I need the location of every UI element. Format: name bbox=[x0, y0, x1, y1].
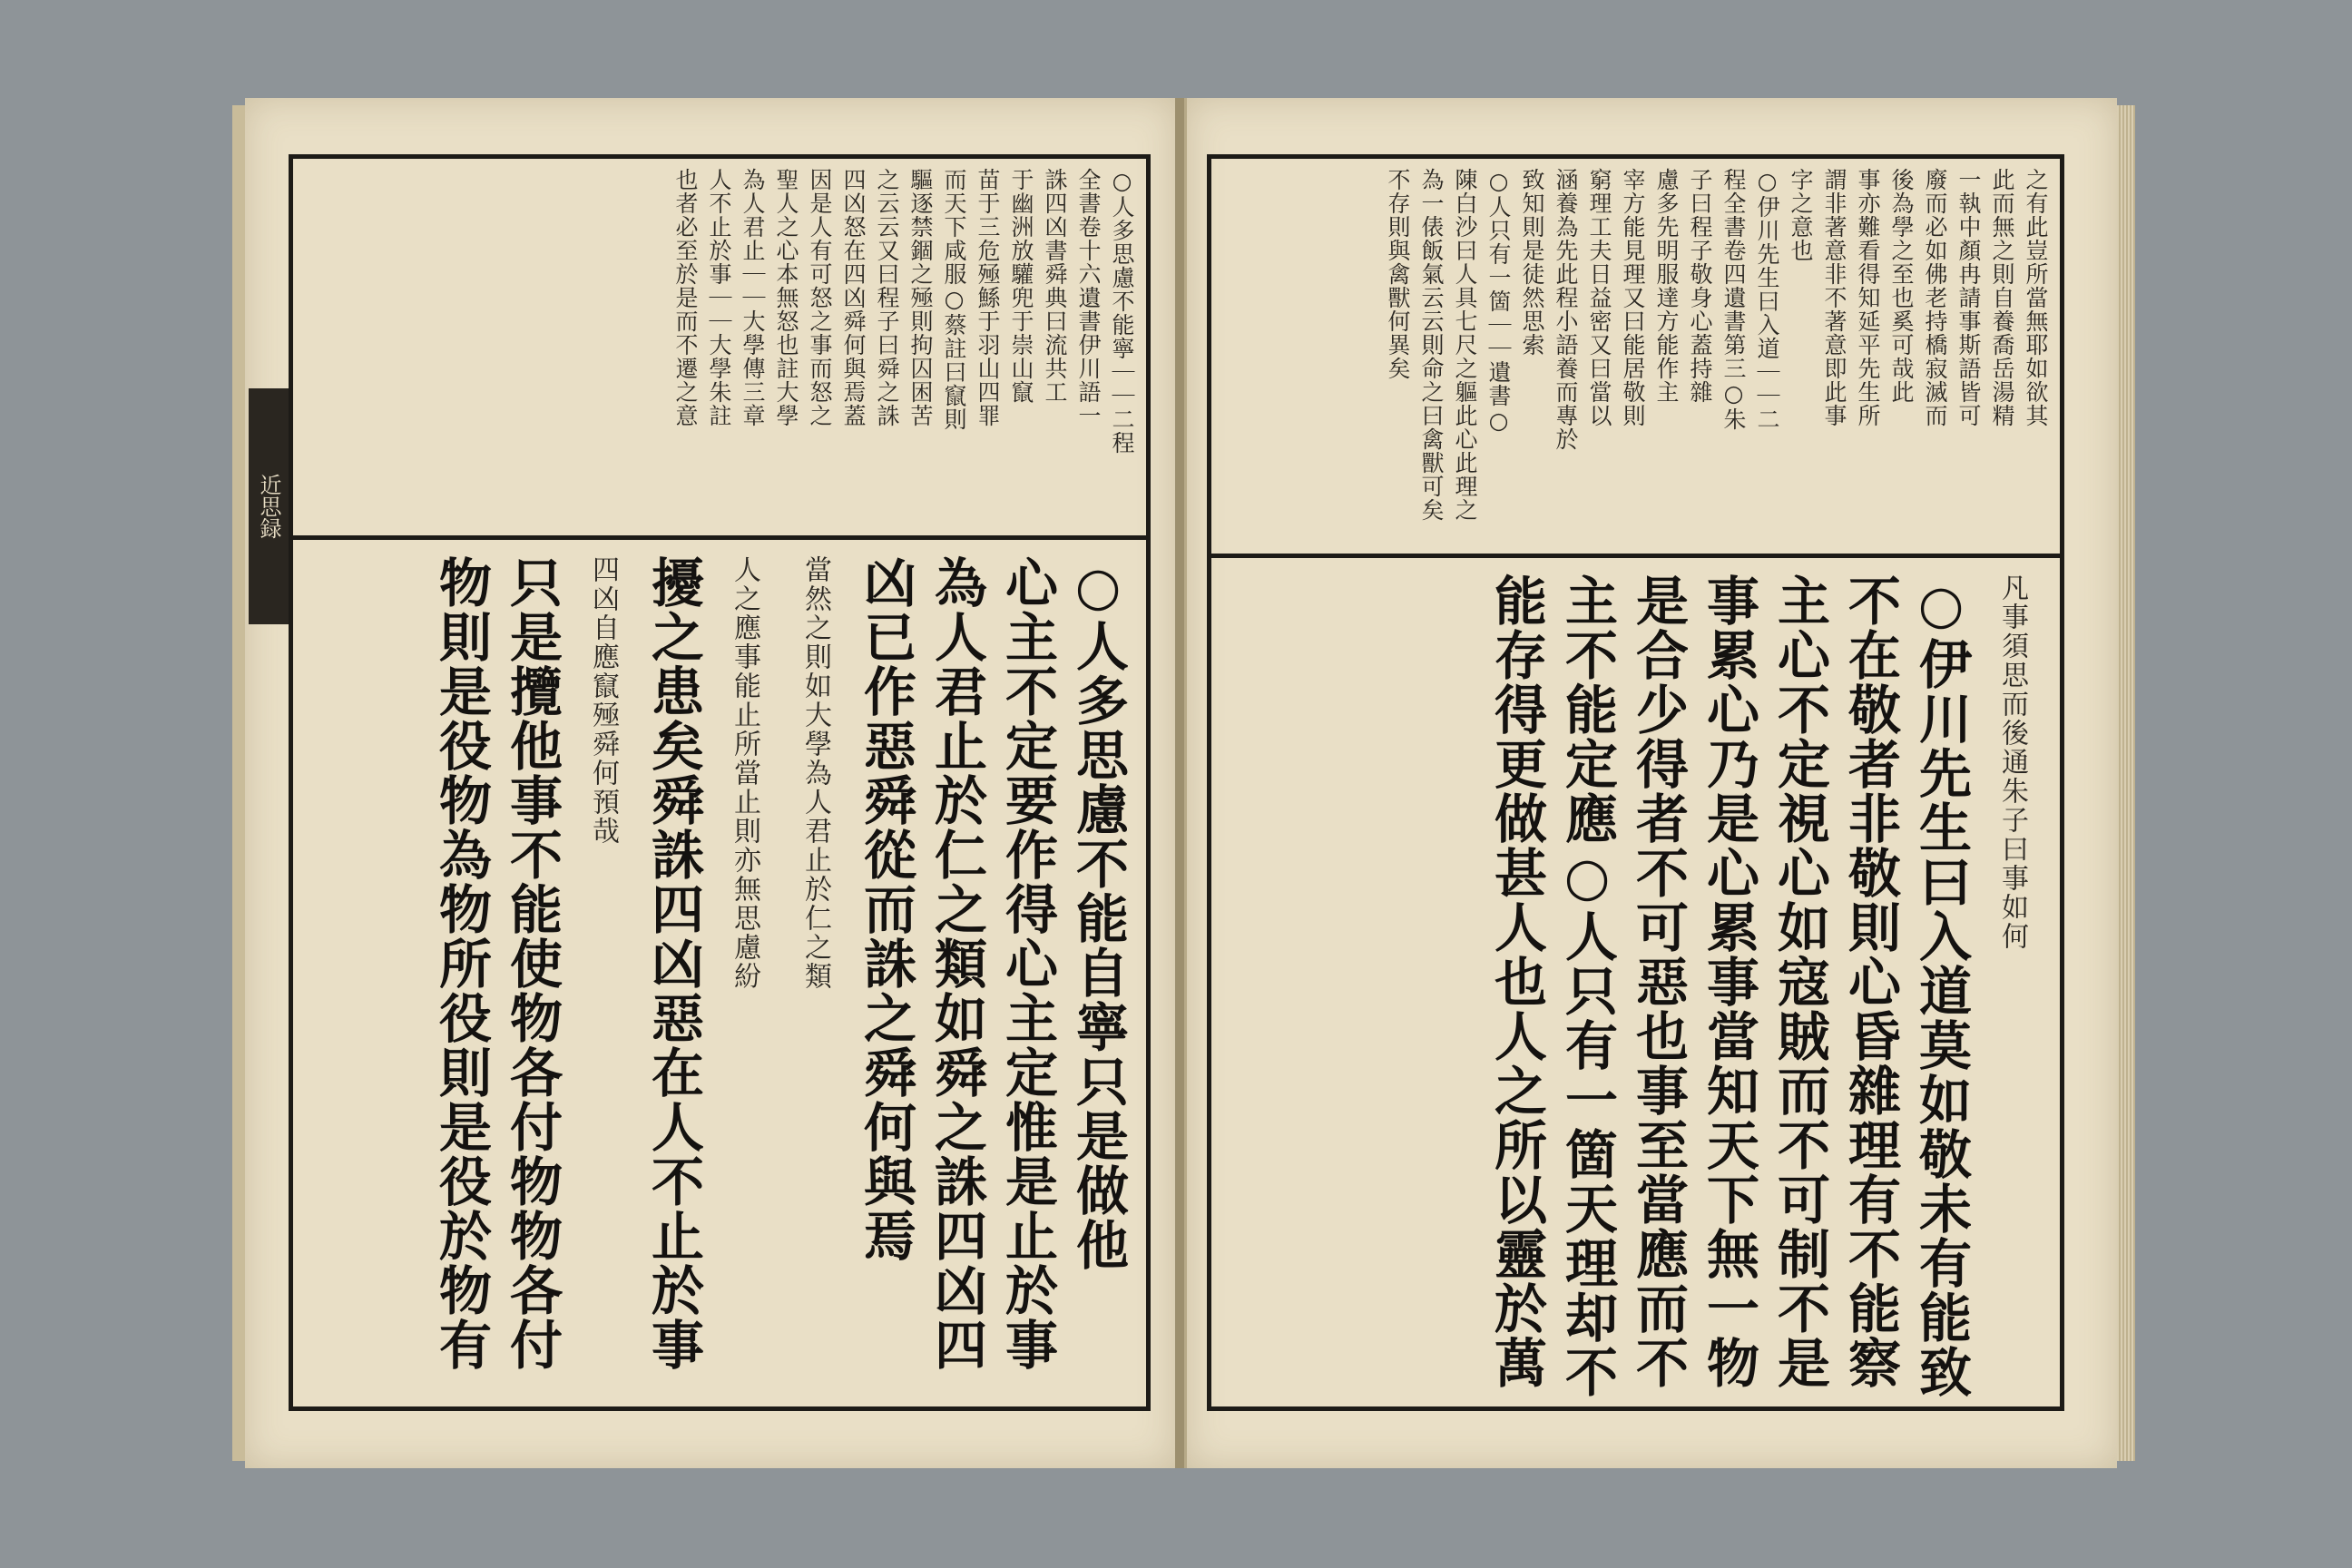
annotation-column: 致知則是徒然思索 bbox=[1519, 168, 1545, 357]
page-edge bbox=[232, 105, 245, 1461]
right-page bbox=[1184, 98, 2117, 1468]
text-column: 事累心乃是心累事當知天下無一物 bbox=[1698, 573, 1759, 1390]
annotation-column: 而天下咸服○蔡註曰竄則 bbox=[941, 168, 967, 431]
annotation-column: 之云云又曰程子曰舜之誅 bbox=[874, 168, 900, 427]
annotation-column: 四凶怒在四凶舜何與焉蓋 bbox=[840, 168, 867, 427]
text-column: 主心不定視心如寇賊而不可制不是 bbox=[1769, 573, 1830, 1390]
text-column: ○人多思慮不能自寧只是做他 bbox=[1067, 555, 1129, 1272]
annotation-column: 全書卷十六遺書伊川語一 bbox=[1075, 168, 1102, 427]
annotation-column: 字之意也 bbox=[1788, 168, 1814, 262]
annotation-column: 聖人之心本無怒也註大學 bbox=[773, 168, 799, 427]
text-column: ○伊川先生曰入道莫如敬未有能致 bbox=[1910, 573, 1972, 1399]
text-column: 擾之患矣舜誅四凶惡在人不止於事 bbox=[642, 555, 704, 1372]
text-column: 人之應事能止所當止則亦無思慮紛 bbox=[729, 555, 760, 991]
annotation-column: 為人君止｜｜大學傳三章 bbox=[740, 168, 766, 427]
annotation-column: 廢而必如佛老持橋寂滅而 bbox=[1922, 168, 1948, 427]
text-column: 凶已作惡舜從而誅之舜何與焉 bbox=[855, 555, 916, 1263]
left-folio-tab: 近思録 bbox=[249, 388, 289, 624]
annotation-column: 窮理工夫日益密又曰當以 bbox=[1586, 168, 1612, 427]
annotation-column: 慮多先明服達方能作主 bbox=[1653, 168, 1680, 404]
left-main-text bbox=[293, 544, 1146, 1406]
text-column: 物則是役物為物所役則是役於物有 bbox=[430, 555, 492, 1372]
text-column: 只是攬他事不能使物各付物物各付 bbox=[501, 555, 563, 1372]
text-column: 四凶自應竄殛舜何預哉 bbox=[587, 555, 619, 846]
annotation-column: 程全書卷四遺書第三○朱 bbox=[1720, 168, 1747, 431]
annotation-column: 謂非著意非不著意即此事 bbox=[1821, 168, 1847, 427]
annotation-column: 誅四凶書舜典曰流共工 bbox=[1042, 168, 1068, 404]
left-annotation-block bbox=[293, 159, 1146, 540]
annotation-column: 苗于三危殛鯀于羽山四罪 bbox=[975, 168, 1001, 427]
annotation-column: 也者必至於是而不遷之意 bbox=[672, 168, 699, 427]
annotation-column: 之有此豈所當無耶如欲其 bbox=[2023, 168, 2049, 427]
annotation-column: 事亦難看得知延平先生所 bbox=[1855, 168, 1881, 427]
annotation-column: ○人多思慮不能寧｜｜二程 bbox=[1109, 168, 1135, 455]
text-column: 當然之則如大學為人君止於仁之類 bbox=[799, 555, 831, 991]
left-page bbox=[245, 98, 1178, 1468]
annotation-column: 人不止於事｜｜大學朱註 bbox=[706, 168, 732, 427]
book-gutter bbox=[1175, 98, 1184, 1468]
annotation-column: 驅逐禁錮之殛則拘囚困苦 bbox=[907, 168, 934, 427]
annotation-column: ○人只有一箇｜｜遺書○ bbox=[1485, 168, 1512, 435]
annotation-column: 為一俵飯氣云云則命之曰禽獸可矣 bbox=[1418, 168, 1445, 522]
annotation-column: 不存則與禽獸何異矣 bbox=[1385, 168, 1411, 380]
text-column: 是合少得者不可惡也事至當應而不 bbox=[1627, 573, 1689, 1390]
left-page-frame bbox=[289, 154, 1151, 1411]
right-main-text bbox=[1211, 563, 2060, 1406]
text-column: 為人君止於仁之類如舜之誅四凶四 bbox=[926, 555, 987, 1372]
annotation-column: 于幽洲放驩兜于崇山竄 bbox=[1008, 168, 1034, 404]
text-column: 不在敬者非敬則心昏雜理有不能察 bbox=[1839, 573, 1901, 1390]
annotation-column: 因是人有可怒之事而怒之 bbox=[807, 168, 833, 427]
annotation-column: 子曰程子敬身心蓋持雜 bbox=[1687, 168, 1713, 404]
annotation-column: 宰方能見理又曰能居敬則 bbox=[1620, 168, 1646, 427]
annotation-column: ○伊川先生曰入道｜｜二 bbox=[1754, 168, 1780, 431]
annotation-column: 一執中顏冉請事斯語皆可 bbox=[1955, 168, 1982, 427]
right-page-frame bbox=[1207, 154, 2064, 1411]
annotation-column: 後為學之至也奚可哉此 bbox=[1888, 168, 1915, 404]
annotation-column: 涵養為先此程小語養而專於 bbox=[1553, 168, 1579, 451]
annotation-column: 陳白沙曰人具七尺之軀此心此理之 bbox=[1452, 168, 1478, 522]
right-annotation-block bbox=[1211, 159, 2060, 558]
annotation-column: 此而無之則自養喬岳湯精 bbox=[1989, 168, 2015, 427]
text-column: 心主不定要作得心主定惟是止於事 bbox=[996, 555, 1058, 1372]
open-book bbox=[245, 98, 2114, 1468]
text-column: 能存得更做甚人也人之所以靈於萬 bbox=[1485, 573, 1547, 1390]
page-edge bbox=[2117, 105, 2135, 1461]
text-column: 主不能定應○人只有一箇天理却不 bbox=[1556, 573, 1618, 1399]
text-column: 凡事須思而後通朱子曰事如何 bbox=[1996, 573, 2028, 951]
